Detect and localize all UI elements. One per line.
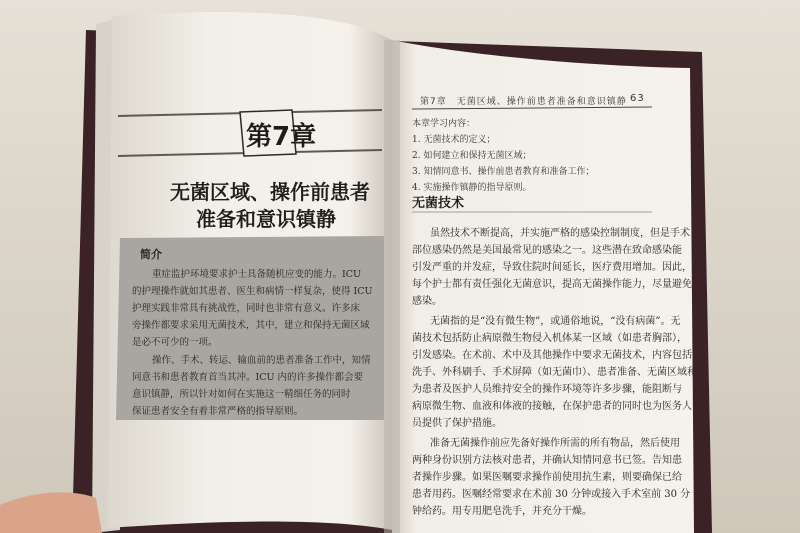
body-line: 每个护士都有责任强化无菌意识，提高无菌操作能力，尽量避免 <box>412 279 692 290</box>
objective-item: 3. 知情同意书、操作前患者教育和准备工作； <box>412 167 595 177</box>
objective-item: 1. 无菌技术的定义； <box>412 135 496 145</box>
chapter-title-line1: 无菌区域、操作前患者 <box>170 180 370 204</box>
body-line: 虽然技术不断提高，并实施严格的感染控制制度，但是手术 <box>430 228 690 239</box>
intro-line: 旁操作都要求采用无菌技术，其中，建立和保持无菌区域 <box>132 320 370 331</box>
gutter-shadow <box>384 40 400 533</box>
intro-line: 意识镇静，所以针对如何在实施这一精细任务的同时 <box>132 389 351 400</box>
page-number: 63 <box>630 93 645 104</box>
objective-item: 4. 实施操作镇静的指导原则。 <box>412 183 532 193</box>
body-line: 菌技术包括防止病原微生物侵入机体某一区域（如患者胸部）， <box>412 333 687 344</box>
running-title: 第7章 无菌区域、操作前患者准备和意识镇静 <box>420 97 627 107</box>
intro-line: 操作、手术、转运、输血前的患者准备工作中，知情 <box>152 355 371 366</box>
objectives-title: 本章学习内容： <box>412 119 476 129</box>
intro-line: 同意书和患者教育首当其冲。ICU 内的许多操作都会要 <box>132 372 364 383</box>
body-line: 为患者及医护人员维持安全的操作环境等许多步骤，能阻断与 <box>412 384 682 395</box>
objective-item: 2. 如何建立和保持无菌区域； <box>412 151 532 161</box>
body-line: 患者用药。医嘱经常要求在术前 30 分钟或接入手术室前 30 分 <box>412 489 691 500</box>
body-line: 洗手、外科刷手、手术屏障（如无菌巾）、患者准备、无菌区域和 <box>412 367 697 378</box>
body-line: 两种身份识别方法核对患者，并确认知情同意书已签。告知患 <box>412 455 682 466</box>
body-line: 引发严重的并发症，导致住院时间延长，医疗费用增加。因此， <box>412 262 692 273</box>
body-line: 钟给药。用专用肥皂洗手，并充分干燥。 <box>412 506 592 517</box>
section-heading: 无菌技术 <box>412 196 465 211</box>
body-line: 引发感染。在术前、术中及其他操作中要求无菌技术，内容包括 <box>412 350 692 361</box>
chapter-label: 第7章 <box>246 122 317 152</box>
intro-line: 护理实践非常具有挑战性，同时也非常有意义。许多床 <box>132 303 361 314</box>
intro-line: 重症监护环境要求护士具备随机应变的能力。ICU <box>152 269 362 280</box>
body-line: 病原微生物、血液和体液的接触，在保护患者的同时也为医务人 <box>412 401 692 412</box>
intro-line: 保证患者安全有着非常严格的指导原则。 <box>132 406 304 417</box>
body-line: 无菌指的是“没有微生物”，或通俗地说，“没有病菌”。无 <box>430 316 681 327</box>
body-line: 准备无菌操作前应先备好操作所需的所有物品，然后使用 <box>430 438 680 449</box>
intro-label: 简介 <box>140 248 162 261</box>
body-line: 部位感染仍然是美国最常见的感染之一。这些潜在致命感染能 <box>412 245 682 256</box>
intro-line: 是必不可少的一项。 <box>132 337 218 348</box>
chapter-title-line2: 准备和意识镇静 <box>196 207 336 231</box>
body-line: 感染。 <box>412 296 442 307</box>
intro-line: 的护理操作就如其患者、医生和病情一样复杂，使得 ICU <box>132 286 373 297</box>
body-line: 员提供了保护措施。 <box>412 418 502 429</box>
body-line: 者操作步骤。如果医嘱要求操作前使用抗生素，则要确保已给 <box>412 472 682 483</box>
